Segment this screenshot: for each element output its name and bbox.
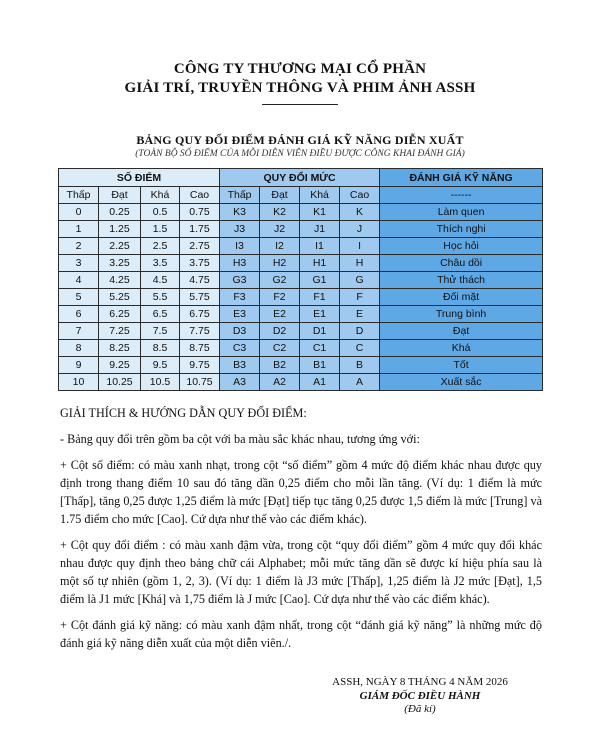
score-cell: 3.25 — [99, 255, 141, 272]
level-cell: K2 — [260, 204, 300, 221]
table-row — [59, 323, 543, 340]
assessment-cell: Học hỏi — [380, 238, 543, 255]
score-cell: 7 — [59, 323, 99, 340]
score-cell: 8.75 — [180, 340, 220, 357]
sub-header-row — [59, 187, 543, 204]
conversion-group-header: QUY ĐỔI MỨC — [220, 169, 380, 187]
level-cell: G — [340, 272, 380, 289]
level-cell: I — [340, 238, 380, 255]
level-cell: A2 — [260, 374, 300, 391]
score-cell: 0.75 — [180, 204, 220, 221]
column-header: Khá — [300, 187, 340, 204]
score-conversion-table — [58, 168, 543, 391]
table-row — [59, 238, 543, 255]
level-cell: D — [340, 323, 380, 340]
column-header: Khá — [141, 187, 180, 204]
score-cell: 8.5 — [141, 340, 180, 357]
company-name-line2: GIẢI TRÍ, TRUYỀN THÔNG VÀ PHIM ẢNH ASSH — [124, 80, 476, 96]
level-cell: E — [340, 306, 380, 323]
document-title: BẢNG QUY ĐỔI ĐIỂM ĐÁNH GIÁ KỸ NĂNG DIỄN XUẤT — [136, 133, 464, 147]
score-cell: 4 — [59, 272, 99, 289]
assessment-placeholder: ------ — [380, 187, 543, 204]
level-cell: F1 — [300, 289, 340, 306]
score-cell: 0.25 — [99, 204, 141, 221]
score-cell: 6 — [59, 306, 99, 323]
level-cell: E1 — [300, 306, 340, 323]
signature-block — [300, 676, 540, 717]
score-cell: 1.5 — [141, 221, 180, 238]
table-row — [59, 204, 543, 221]
assessment-cell: Khá — [380, 340, 543, 357]
assessment-cell: Đạt — [380, 323, 543, 340]
assessment-group-header: ĐÁNH GIÁ KỸ NĂNG — [380, 169, 543, 187]
score-cell: 7.75 — [180, 323, 220, 340]
level-cell: J1 — [300, 221, 340, 238]
level-cell: I1 — [300, 238, 340, 255]
level-cell: D1 — [300, 323, 340, 340]
score-cell: 9.25 — [99, 357, 141, 374]
score-cell: 5.75 — [180, 289, 220, 306]
level-cell: B1 — [300, 357, 340, 374]
score-cell: 9 — [59, 357, 99, 374]
signer-role: GIÁM ĐỐC ĐIỀU HÀNH — [359, 689, 481, 702]
level-cell: K3 — [220, 204, 260, 221]
score-cell: 4.5 — [141, 272, 180, 289]
score-cell: 1.25 — [99, 221, 141, 238]
table-row — [59, 374, 543, 391]
score-cell: 5.25 — [99, 289, 141, 306]
level-cell: G3 — [220, 272, 260, 289]
score-cell: 10 — [59, 374, 99, 391]
score-cell: 7.25 — [99, 323, 141, 340]
column-header: Đạt — [99, 187, 141, 204]
score-cell: 3 — [59, 255, 99, 272]
score-cell: 0 — [59, 204, 99, 221]
scores-group-header: SỐ ĐIỂM — [59, 169, 220, 187]
level-cell: D2 — [260, 323, 300, 340]
level-cell: D3 — [220, 323, 260, 340]
level-cell: J3 — [220, 221, 260, 238]
assessment-cell: Thích nghi — [380, 221, 543, 238]
explanation-heading: GIẢI THÍCH & HƯỚNG DẪN QUY ĐỔI ĐIỂM: — [60, 406, 307, 420]
level-cell: C3 — [220, 340, 260, 357]
level-cell: I2 — [260, 238, 300, 255]
score-cell: 3.75 — [180, 255, 220, 272]
level-cell: B3 — [220, 357, 260, 374]
score-cell: 10.75 — [180, 374, 220, 391]
assessment-cell: Làm quen — [380, 204, 543, 221]
assessment-cell: Châu dồi — [380, 255, 543, 272]
company-header — [0, 60, 600, 98]
level-cell: E3 — [220, 306, 260, 323]
score-cell: 6.75 — [180, 306, 220, 323]
level-cell: C — [340, 340, 380, 357]
assessment-cell: Xuất sắc — [380, 374, 543, 391]
score-cell: 2.75 — [180, 238, 220, 255]
level-cell: G2 — [260, 272, 300, 289]
table-body — [59, 204, 543, 391]
score-cell: 7.5 — [141, 323, 180, 340]
signed-note: (Đã kí) — [404, 703, 436, 715]
score-cell: 10.25 — [99, 374, 141, 391]
level-cell: C1 — [300, 340, 340, 357]
table-row — [59, 357, 543, 374]
level-cell: B2 — [260, 357, 300, 374]
level-cell: G1 — [300, 272, 340, 289]
score-cell: 9.75 — [180, 357, 220, 374]
level-cell: H — [340, 255, 380, 272]
level-cell: K — [340, 204, 380, 221]
score-cell: 2 — [59, 238, 99, 255]
assessment-cell: Trung bình — [380, 306, 543, 323]
explanation-paragraph: - Bảng quy đổi trên gồm ba cột với ba màu sắc khác nhau, tương ứng với: — [60, 432, 420, 446]
level-cell: F2 — [260, 289, 300, 306]
group-header-row — [59, 169, 543, 187]
column-header: Thấp — [220, 187, 260, 204]
table-row — [59, 272, 543, 289]
table-row — [59, 289, 543, 306]
level-cell: B — [340, 357, 380, 374]
score-cell: 10.5 — [141, 374, 180, 391]
score-cell: 4.75 — [180, 272, 220, 289]
table-row — [59, 255, 543, 272]
assessment-cell: Đối mặt — [380, 289, 543, 306]
level-cell: J — [340, 221, 380, 238]
assessment-cell: Tốt — [380, 357, 543, 374]
level-cell: H1 — [300, 255, 340, 272]
level-cell: H2 — [260, 255, 300, 272]
table-row — [59, 340, 543, 357]
place-date: ASSH, NGÀY 8 THÁNG 4 NĂM 2026 — [332, 676, 508, 688]
level-cell: C2 — [260, 340, 300, 357]
level-cell: A — [340, 374, 380, 391]
score-cell: 5 — [59, 289, 99, 306]
score-cell: 1 — [59, 221, 99, 238]
score-cell: 4.25 — [99, 272, 141, 289]
column-header: Đạt — [260, 187, 300, 204]
level-cell: E2 — [260, 306, 300, 323]
column-header: Thấp — [59, 187, 99, 204]
level-cell: I3 — [220, 238, 260, 255]
score-cell: 1.75 — [180, 221, 220, 238]
score-cell: 5.5 — [141, 289, 180, 306]
level-cell: H3 — [220, 255, 260, 272]
table-row — [59, 306, 543, 323]
level-cell: F — [340, 289, 380, 306]
score-cell: 3.5 — [141, 255, 180, 272]
score-cell: 2.25 — [99, 238, 141, 255]
header-divider — [262, 104, 338, 105]
score-cell: 6.5 — [141, 306, 180, 323]
level-cell: A3 — [220, 374, 260, 391]
explanation-paragraph: + Cột quy đổi điểm : có màu xanh đậm vừa, trong cột “quy đổi điểm” gồm 4 mức quy đổi khác nhau được quy định theo bảng chữ cái Alphabet; mỗi mức tăng dần sẽ được kí hiệu phía sau là một số tự nhiên (gồm 1, 2, 3). (Ví dụ: 1 điểm là J3 mức [Thấp], 1,25 điểm là J2 mức [Đạt], 1,5 điểm là J1 mức [Khá] và 1,75 điểm là J mức [Cao]. Cứ dựa như thế vào các điểm khác). — [60, 538, 542, 606]
column-header: Cao — [180, 187, 220, 204]
assessment-cell: Thử thách — [380, 272, 543, 289]
document-subtitle: (TOÀN BỘ SỐ ĐIỂM CỦA MỖI DIỄN VIÊN ĐIỀU ĐƯỢC CÔNG KHAI ĐÁNH GIÁ) — [135, 149, 465, 159]
table-row — [59, 221, 543, 238]
company-name-line1: CÔNG TY THƯƠNG MẠI CỔ PHẦN — [173, 61, 427, 77]
score-cell: 9.5 — [141, 357, 180, 374]
level-cell: A1 — [300, 374, 340, 391]
column-header: Cao — [340, 187, 380, 204]
score-cell: 8.25 — [99, 340, 141, 357]
score-cell: 6.25 — [99, 306, 141, 323]
level-cell: K1 — [300, 204, 340, 221]
explanation-paragraph: + Cột số điểm: có màu xanh nhạt, trong cột “số điểm” gồm 4 mức độ điểm khác nhau được quy định trong thang điểm 10 sau đó tăng dần 0,25 điểm cho mỗi lần tăng. (Ví dụ: 1 điểm là mức [Thấp], tăng 0,25 được 1,25 điểm là mức [Đạt] tiếp tục tăng 0,25 được 1,5 điểm là mức [Trung] và 1.75 điểm cho mức [Cao]. Cứ dựa như thế vào các điểm khác). — [60, 458, 542, 526]
explanation-paragraph: + Cột đánh giá kỹ năng: có màu xanh đậm nhất, trong cột “đánh giá kỹ năng” là những mức độ đánh giá kỹ năng diễn xuất của một diễn viên./. — [60, 618, 542, 650]
level-cell: J2 — [260, 221, 300, 238]
score-cell: 0.5 — [141, 204, 180, 221]
score-cell: 8 — [59, 340, 99, 357]
score-cell: 2.5 — [141, 238, 180, 255]
level-cell: F3 — [220, 289, 260, 306]
explanation-section — [60, 404, 542, 660]
